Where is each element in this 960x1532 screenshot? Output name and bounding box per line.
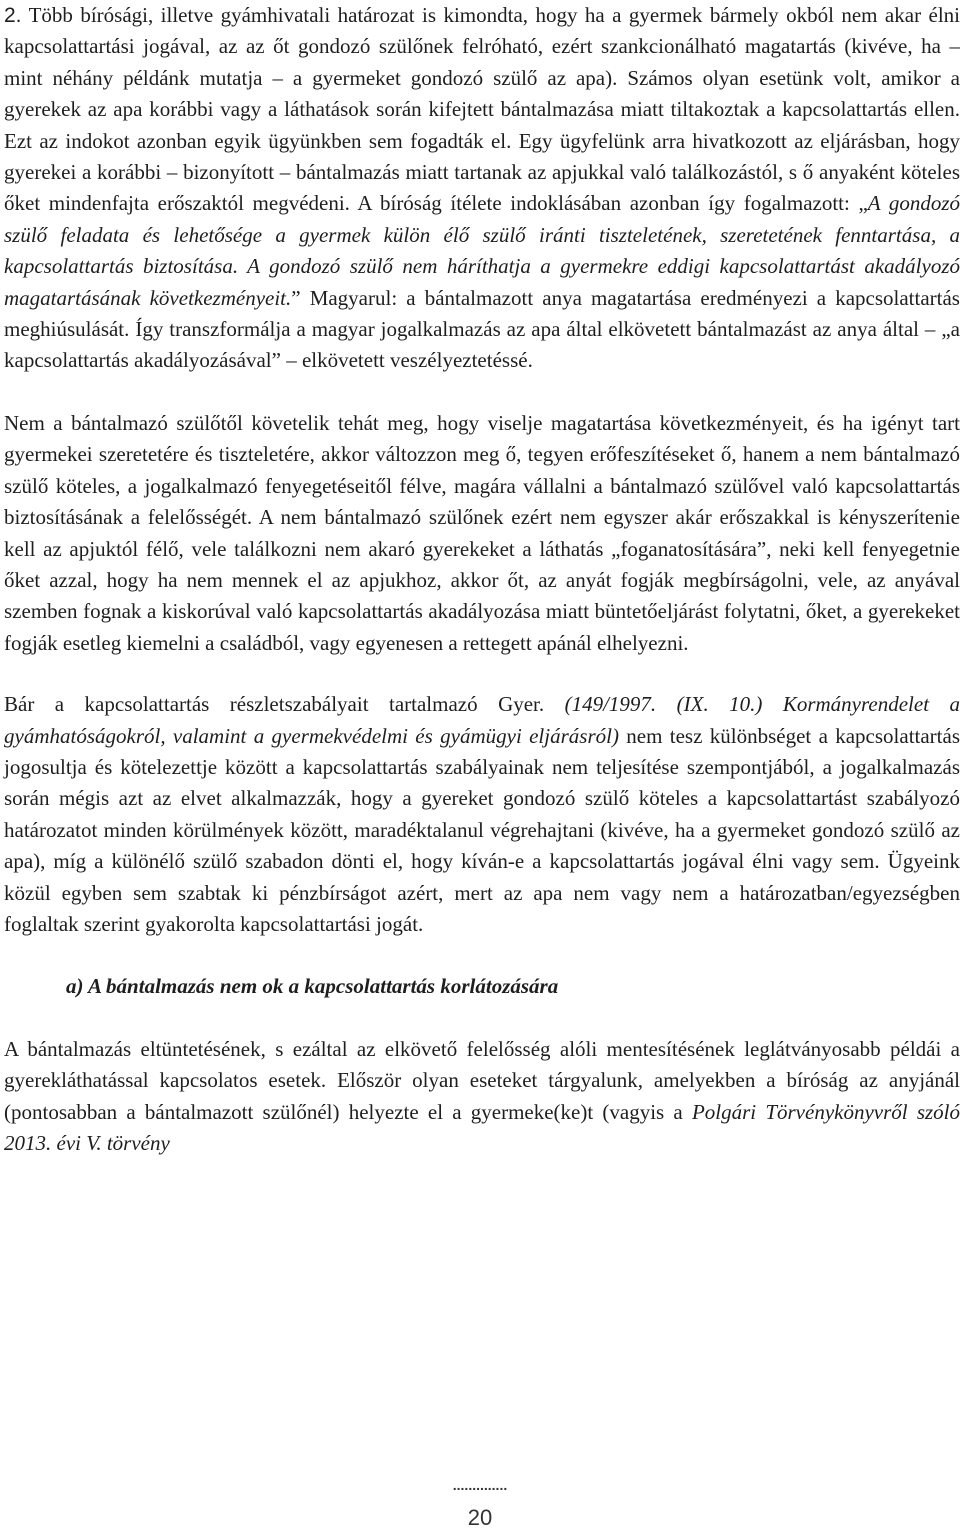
page-footer	[0, 1478, 960, 1532]
court-quote: A gondozó szülő feladata és lehetősége a gyermek külön élő szülő iránti tiszteletének, szeretetének fenntartása, a kapcsolattartás biztosítása. A gondozó szülő nem háríthatja a gyermekre eddigi kapcsolattartást akadályozó magatartásának következményeit.	[4, 191, 960, 310]
page-number: 20	[467, 1505, 493, 1530]
paragraph-1	[4, 0, 960, 377]
paragraph-1-text-b: ” Magyarul: a bántalmazott anya magatartása eredményezi a kapcsolattartás meghiúsulását. Így transzformálja a magyar jogalkalmazás az apa által elkövetett bántalmazást az anya által – „a kapcsolattartás akadályozásával” – elkövetett veszélyeztetéssé.	[4, 285, 960, 373]
footer-dots: ..............	[452, 1478, 508, 1492]
paragraph-3	[4, 689, 960, 940]
paragraph-2: Nem a bántalmazó szülőtől követelik tehát meg, hogy viselje magatartása következményeit, és ha igényt tart gyermekei szeretetére és tiszteletére, akkor változzon meg ő, tegyen erőfeszítéseket ő, hanem a nem bántalmazó szülő köteles, a jogalkalmazó fenyegetéseitől félve, magára vállalni a bántalmazó szülővel való kapcsolattartás biztosításának a felelősségét. A nem bántalmazó szülőnek ezért nem egyszer akár erőszakkal is kényszerítenie kell az apjuktól félő, vele találkozni nem akaró gyerekeket a láthatás „foganatosítására”, neki kell fenyegetnie őket azzal, hogy ha nem mennek el az apjukhoz, akkor őt, az anyát fogják megbírságolni, vele, az anyával szemben fognak a kiskorúval való kapcsolattartás akadályozása miatt büntetőeljárást folytatni, őket, a gyerekeket fogják esetleg kiemelni a családból, vagy egyenesen a rettegett apánál elhelyezni.	[4, 410, 960, 655]
paragraph-3-text-b: nem tesz különbséget a kapcsolattartás jogosultja és kötelezettje között a kapcsolattartás szabályainak nem teljesítése szempontjából, a jogalkalmazás során mégis azt az elvet alkalmazzák, hogy a gyereket gondozó szülő köteles a kapcsolattartást szabályozó határozatot minden körülmények között, maradéktalanul végrehajtani (kivéve, ha a gyermeket gondozó szülő az apa), míg a különélő szülő szabadon dönti el, hogy kíván-e a kapcsolattartás jogával élni vagy sem. Ügyeink közül egyben sem szabtak ki pénzbírságot azért, mert az apa nem vagy nem a határozatban/egyezségben foglaltak szerint gyakorolta kapcsolattartási jogát.	[4, 723, 960, 936]
regulation-title: (149/1997. (IX. 10.) Kormányrendelet a gyámhatóságokról, valamint a gyermekvédelmi és gyámügyi eljárásról)	[4, 692, 960, 748]
paragraph-4-text-a: A bántalmazás eltüntetésének, s ezáltal az elkövető felelősség alóli mentesítésének leglátványosabb példái a gyerekláthatással kapcsolatos esetek. Először olyan eseteket tárgyalunk, amelyekben a bíróság az anyjánál (pontosabban a bántalmazott szülőnél) helyezte el a gyermeke(ke)t (vagyis a	[4, 1036, 960, 1124]
document-page	[4, 0, 960, 1159]
paragraph-1-text-a: Több bírósági, illetve gyámhivatali határozat is kimondta, hogy ha a gyermek bármely okból nem akar élni kapcsolattartási jogával, az az őt gondozó szülőnek felróható, ezért szankcionálható magatartás (kivéve, ha – mint néhány példánk mutatja – a gyermeket gondozó szülő az apa). Számos olyan esetünk volt, amikor a gyerekek az apa korábbi vagy a láthatások során kifejtett bántalmazása miatt tiltakoztak a kapcsolattartás ellen. Ezt az indokot azonban egyik ügyünkben sem fogadták el. Egy ügyfelünk arra hivatkozott az eljárásban, hogy gyerekei a korábbi – bizonyított – bántalmazás miatt tartanak az apjukkal való találkozástól, s ő anyaként köteles őket mindenfajta erőszaktól megvédeni. A bíróság ítélete indoklásában azonban így fogalmazott: „	[4, 3, 960, 216]
list-number: 2.	[4, 4, 22, 27]
paragraph-3-text-a: Bár a kapcsolattartás részletszabályait tartalmazó Gyer.	[4, 692, 565, 717]
paragraph-4	[4, 1034, 960, 1160]
section-heading: a) A bántalmazás nem ok a kapcsolattartás korlátozására	[66, 974, 559, 999]
law-title: Polgári Törvénykönyvről szóló 2013. évi V. törvény	[4, 1099, 960, 1155]
